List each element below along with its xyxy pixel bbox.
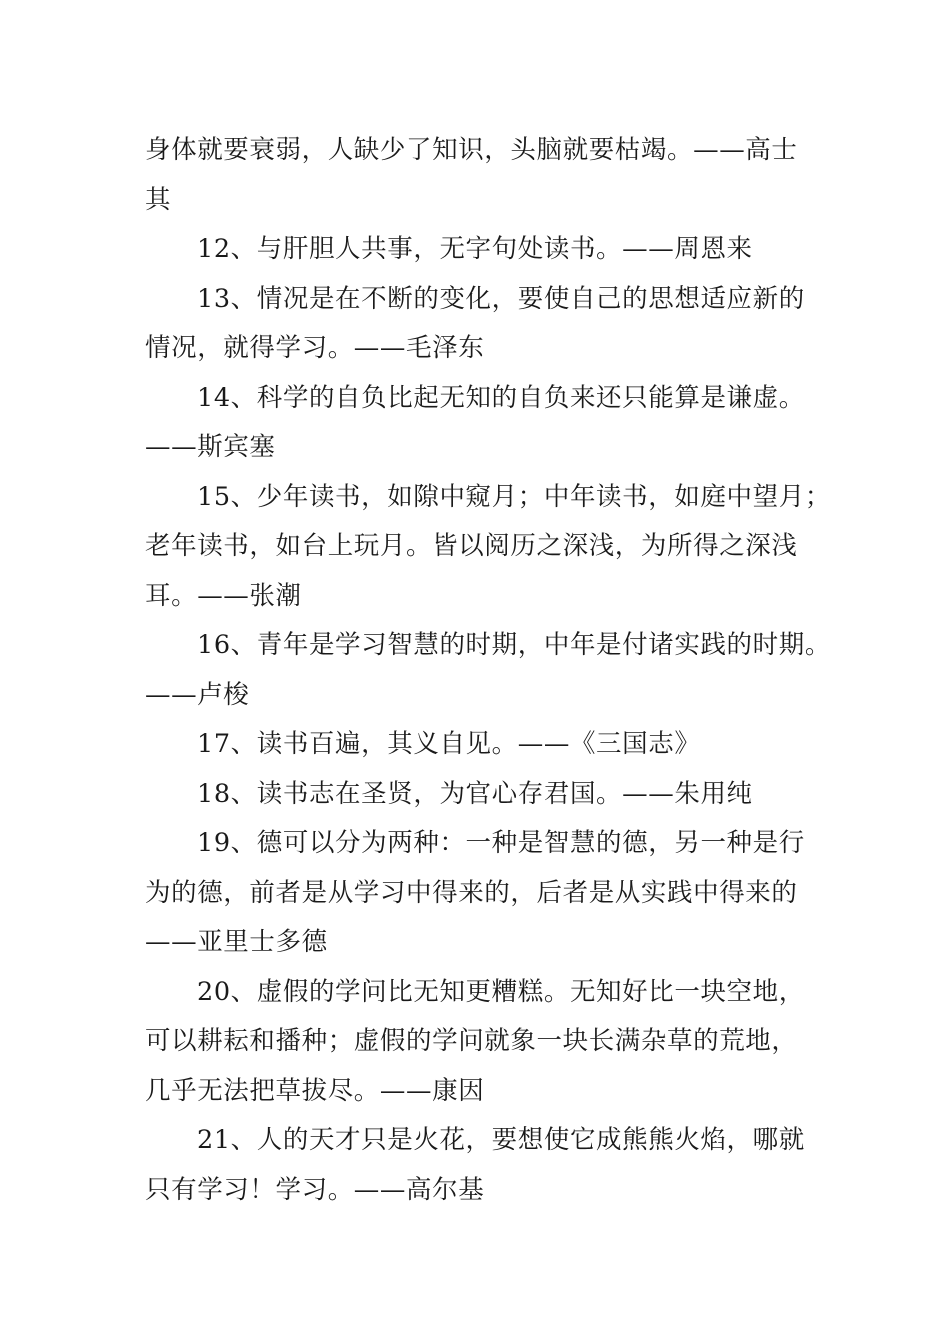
text-line: 17、读书百遍，其义自见。——《三国志》	[197, 729, 701, 759]
text-line: 15、少年读书，如隙中窥月；中年读书，如庭中望月；	[197, 481, 831, 512]
text-line: ——斯宾塞	[145, 432, 276, 462]
text-line: 14、科学的自负比起无知的自负来还只能算是谦虚。	[197, 382, 805, 413]
text-line: ——亚里士多德	[145, 927, 328, 957]
text-line: 其	[145, 184, 172, 215]
text-line: 只有学习！学习。——高尔基	[145, 1174, 485, 1205]
quote-paragraph-20	[145, 968, 825, 1117]
text-line: ——卢梭	[145, 679, 250, 710]
quote-paragraph-13	[145, 275, 825, 374]
text-line: 13、情况是在不断的变化，要使自己的思想适应新的	[197, 283, 805, 314]
quote-paragraph-18	[145, 770, 825, 820]
quote-paragraph-14	[145, 374, 825, 473]
quote-paragraph-11-continued	[145, 126, 825, 225]
text-line: 身体就要衰弱，人缺少了知识，头脑就要枯竭。——高士	[145, 135, 798, 165]
text-line: 20、虚假的学问比无知更糟糕。无知好比一块空地，	[197, 976, 805, 1007]
text-line: 为的德，前者是从学习中得来的，后者是从实践中得来的	[145, 877, 798, 908]
document-body	[145, 126, 831, 1215]
text-line: 可以耕耘和播种；虚假的学问就象一块长满杂草的荒地，	[145, 1026, 798, 1056]
text-line: 情况，就得学习。——毛泽东	[145, 333, 485, 363]
text-line: 耳。——张潮	[145, 580, 302, 611]
quote-paragraph-17	[145, 720, 825, 770]
text-line: 几乎无法把草拔尽。——康因	[145, 1075, 485, 1106]
text-line: 16、青年是学习智慧的时期，中年是付诸实践的时期。	[197, 630, 831, 660]
text-line: 19、德可以分为两种：一种是智慧的德，另一种是行	[197, 828, 805, 858]
quote-paragraph-21	[145, 1116, 825, 1215]
text-line: 21、人的天才只是火花，要想使它成熊熊火焰，哪就	[197, 1125, 805, 1155]
quote-paragraph-15	[145, 473, 831, 622]
text-line: 老年读书，如台上玩月。皆以阅历之深浅，为所得之深浅	[145, 531, 798, 561]
quote-paragraph-12	[145, 225, 825, 275]
text-line: 18、读书志在圣贤，为官心存君国。——朱用纯	[197, 778, 753, 809]
quote-paragraph-16	[145, 621, 831, 720]
text-line: 12、与肝胆人共事，无字句处读书。——周恩来	[197, 234, 753, 264]
quote-paragraph-19	[145, 819, 825, 968]
